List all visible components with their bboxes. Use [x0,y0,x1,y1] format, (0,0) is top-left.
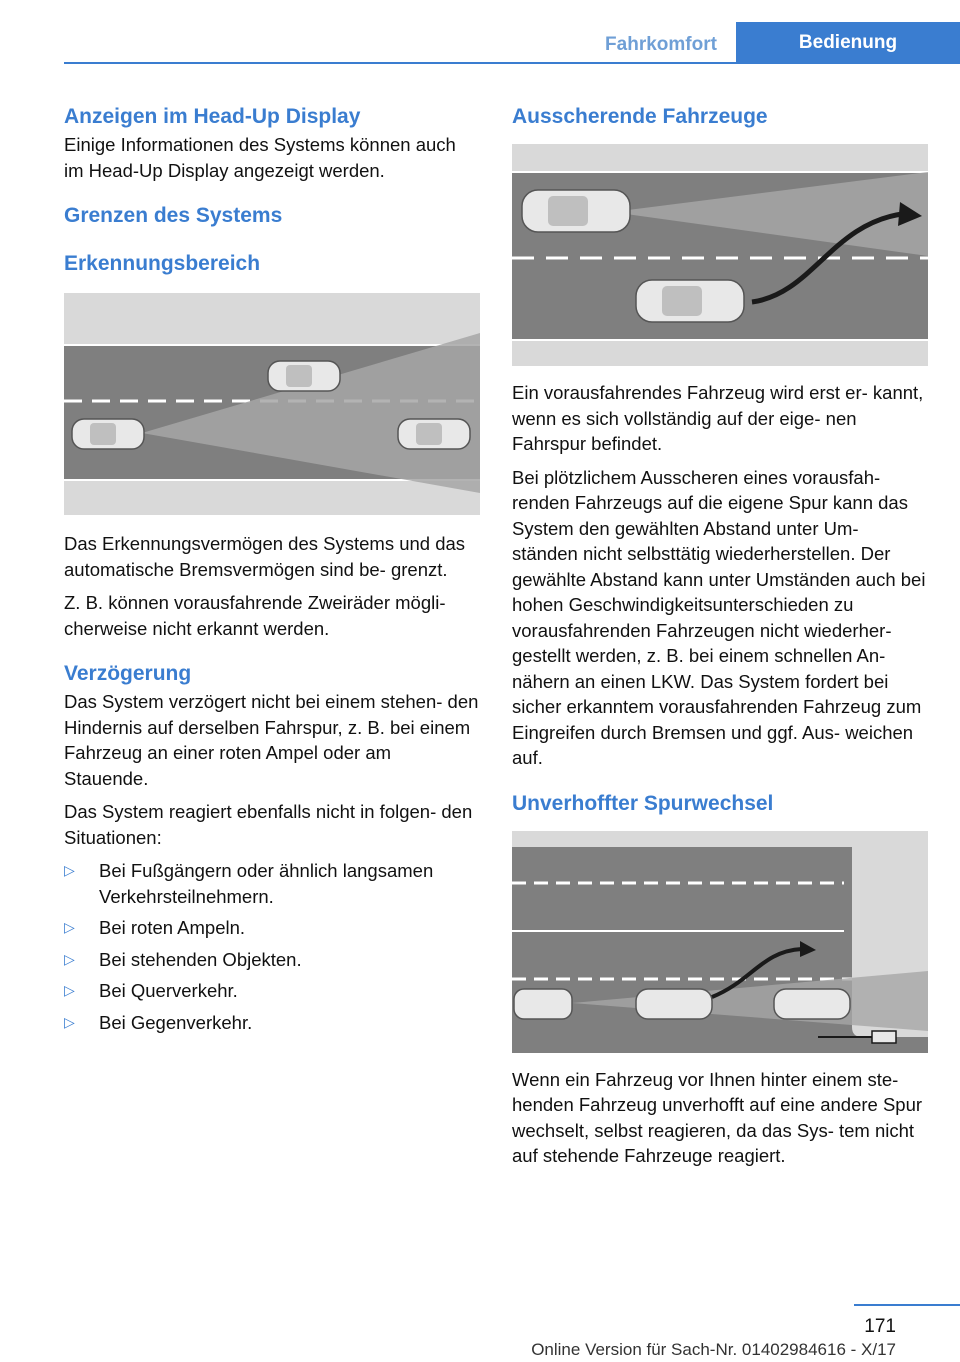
car-front-left [268,361,340,391]
header-rule [64,62,960,64]
para-erkennung-1: Das Erkennungsvermögen des Systems und das automatische Bremsvermögen sind be‐ grenzt. [64,533,466,580]
para-verzoegerung-2: Das System reagiert ebenfalls nicht in folgen‐ den Situationen: [64,801,473,848]
triangle-bullet-icon: ▷ [64,982,75,998]
header-tab-bedienung: Bedienung [736,22,960,64]
car-stationary [774,989,850,1019]
right-column [512,100,928,1177]
car-front-right [398,419,470,449]
heading-verzoegerung: Verzögerung [64,662,192,685]
para-ausscherend-1: Ein vorausfahrendes Fahrzeug wird erst er‐ kannt, wenn es sich vollständig auf der eige‐ nen Fahrspur befindet. [512,382,924,454]
car-own [522,190,630,232]
car-own-lane [514,989,572,1019]
para-spurwechsel: Wenn ein Fahrzeug vor Ihnen hinter einem ste‐ henden Fahrzeug unverhofft auf eine andere Spur wechselt, selbst reagieren, da das Sys‐ tem nicht auf stehende Fahrzeuge reagiert. [512,1068,923,1166]
left-column [64,100,480,1041]
triangle-bullet-icon: ▷ [64,1013,75,1030]
list-item: ▷ Bei Fußgängern oder ähnlich langsamen Verkehrsteilnehmern. [64,860,434,907]
footer-rule [854,1304,960,1306]
list-item: ▷ Bei roten Ampeln. [64,915,480,941]
heading-spurwechsel: Unverhoffter Spurwechsel [512,791,774,815]
situations-list [64,858,480,1035]
para-verzoegerung-1: Das System verzögert nicht bei einem stehen‐ den Hindernis auf derselben Fahrspur, z. B. bei einem Fahrzeug an einer roten Ampel oder am Stauende. [64,691,479,789]
car-changing [636,989,712,1019]
online-version-note: Online Version für Sach-Nr. 01402984616 - X/17 [531,1340,896,1359]
heading-head-up-display: Anzeigen im Head-Up Display [64,105,361,128]
figure-lane-change [512,831,928,1053]
list-item: ▷ Bei Querverkehr. [64,978,480,1004]
list-item: ▷ Bei stehenden Objekten. [64,947,480,973]
triangle-bullet-icon: ▷ [64,862,75,878]
figure-detection-range [64,293,480,515]
heading-grenzen: Grenzen des Systems [64,204,283,227]
car-rear [72,419,144,449]
page-number: 171 [864,1316,896,1337]
para-head-up: Einige Informationen des Systems können auch im Head-Up Display angezeigt werden. [64,134,456,181]
heading-ausscherende: Ausscherende Fahrzeuge [512,105,768,128]
figure-merging-vehicle [512,144,928,366]
para-ausscherend-2: Bei plötzlichem Ausscheren eines vorausfah‐ renden Fahrzeugs auf die eigene Spur kann das System den gewählten Abstand unter Um‐ ständen nicht selbsttätig wiederherstellen. Der gewählte Abstand kann unter Umständen auch bei hohen Geschwindigkeitsunterschieden zu vorausfahrenden Fahrzeugen nicht wiederher‐ gestellt werden, z. B. bei einem schnellen An‐ nähern an einen LKW. Das System fordert bei sicher erkanntem vorausfahrenden Fahrzeug zum Eingreifen durch Bremsen und ggf. Aus‐ weichen auf. [512,466,926,768]
list-item: ▷ Bei Gegenverkehr. [64,1010,480,1036]
triangle-bullet-icon: ▷ [64,950,75,967]
traffic-light-icon [872,1031,896,1043]
para-erkennung-2: Z. B. können vorausfahrende Zweiräder mögli‐ cherweise nicht erkannt werden. [64,592,446,639]
car-merging [636,280,744,322]
header-tab-fahrkomfort: Fahrkomfort [605,34,717,55]
triangle-bullet-icon: ▷ [64,919,75,935]
heading-erkennungsbereich: Erkennungsbereich [64,252,261,275]
